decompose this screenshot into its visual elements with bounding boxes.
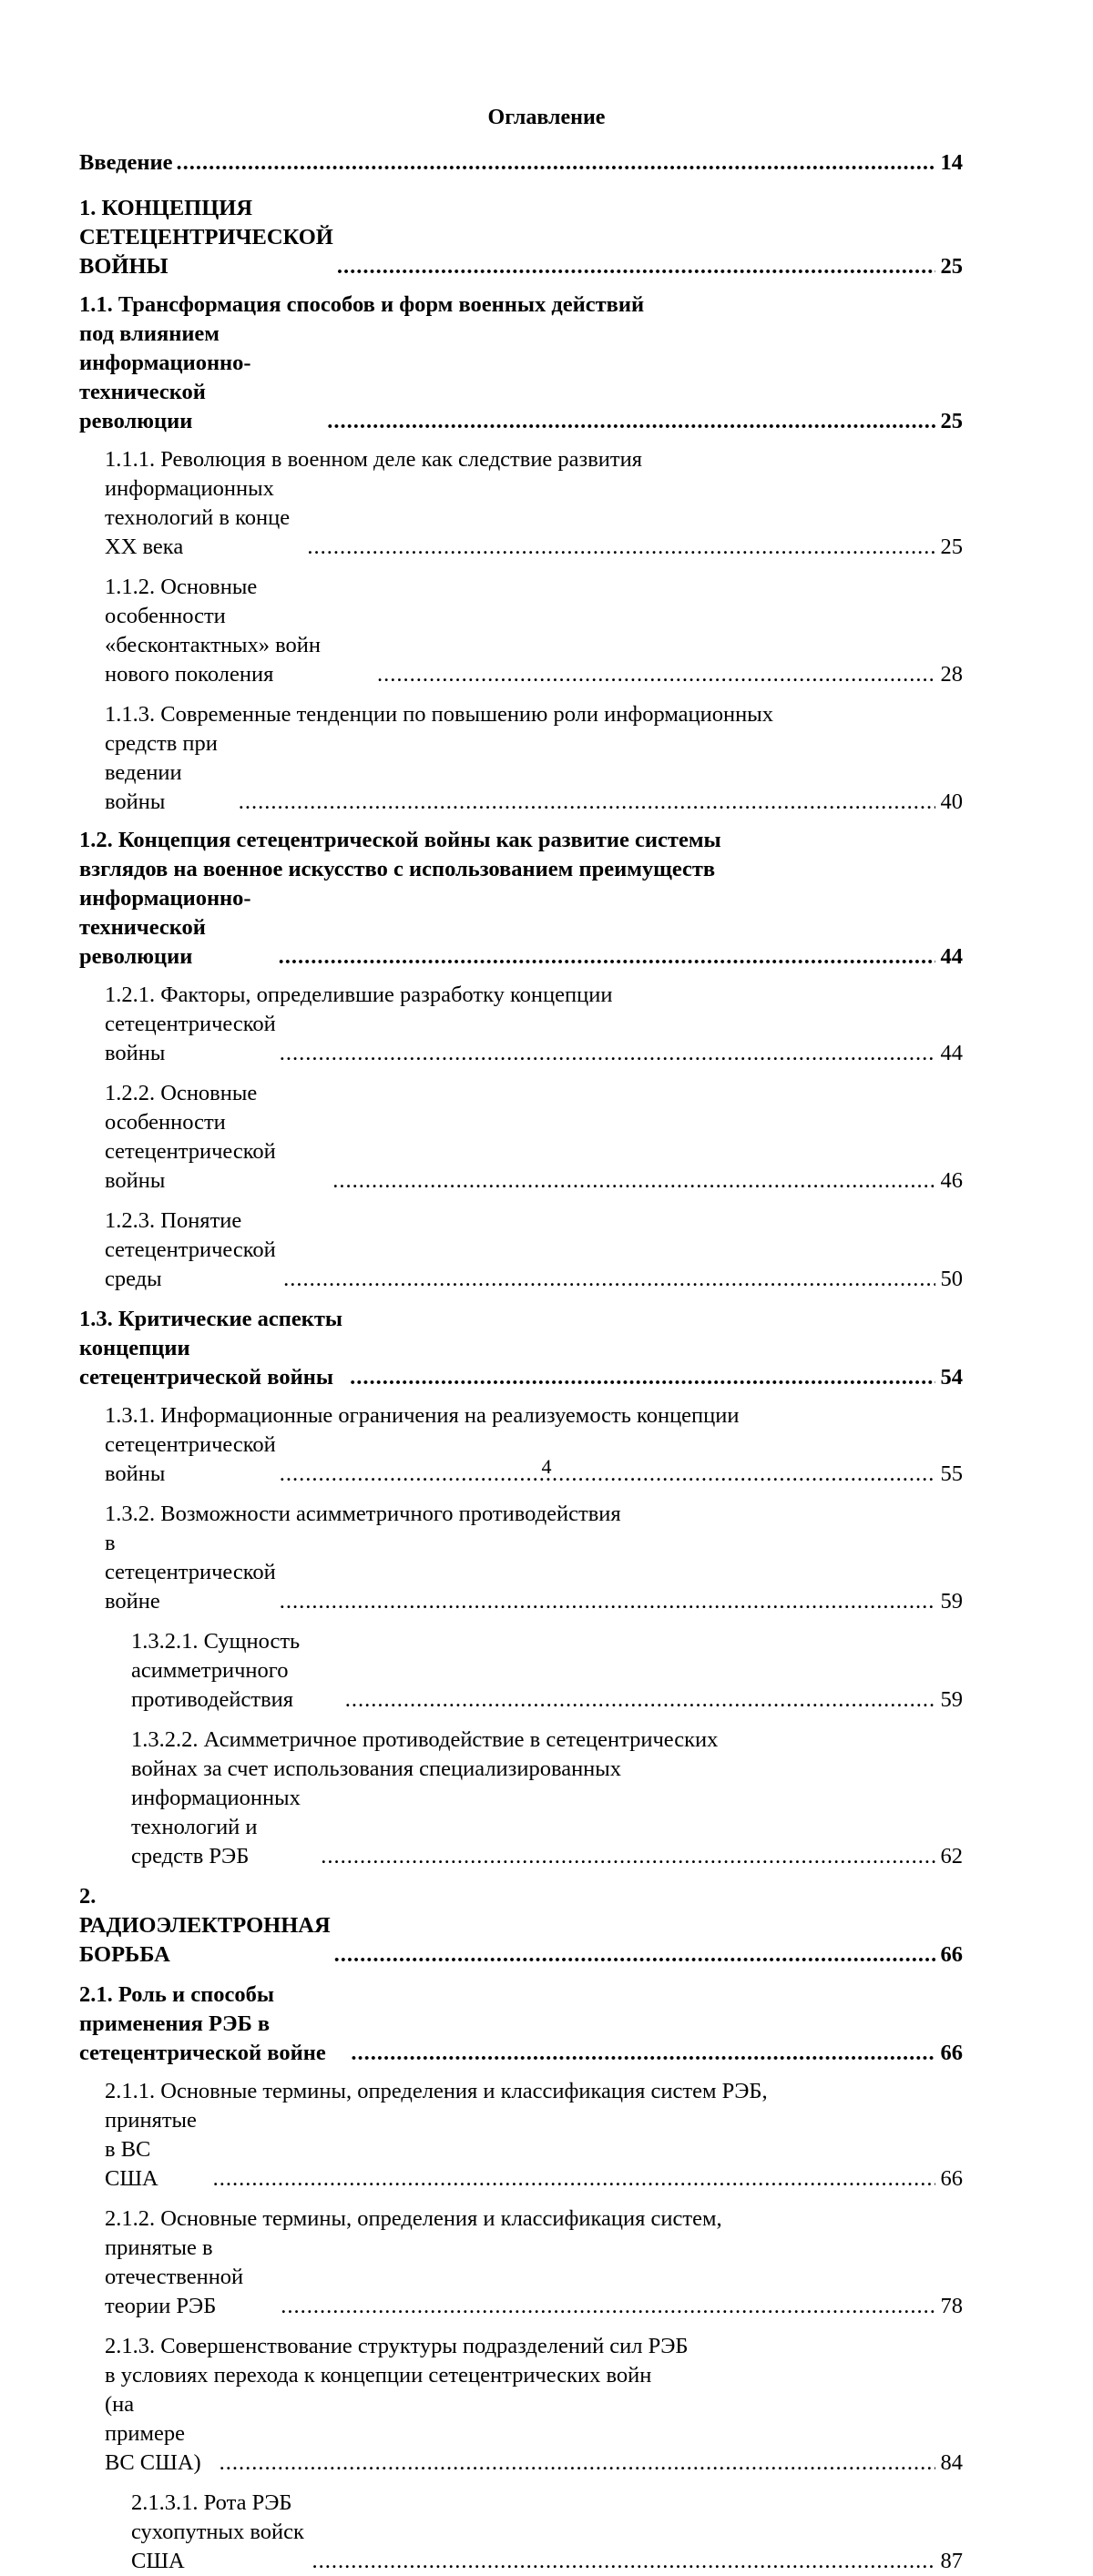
toc-page-number: 84 [939,2449,963,2478]
toc-entry-chapter-1[interactable] [79,194,963,281]
toc-entry-title: 1. КОНЦЕПЦИЯ СЕТЕЦЕНТРИЧЕСКОЙ ВОЙНЫ ..... 25 [79,194,963,281]
toc-entry-1-3-2[interactable] [79,1500,963,1616]
leader-dots [350,1363,935,1392]
toc-entry-title: 1.2. Концепция сетецентрической войны как развитие системы взглядов на военное искусство с использованием преимуществ информационно-технической революции ..... 44 [79,826,963,972]
leader-dots [377,660,935,689]
toc-entry-title: Введение ..... 14 [79,148,963,178]
leader-dots [307,533,935,562]
toc-page-number: 66 [939,2039,963,2068]
toc-entry-title: 1.3.2.2. Асимметричное противодействие в сетецентрических войнах за счет использования специализированных информационных технологий и средств РЭБ ..... 62 [131,1726,963,1871]
toc-page-number: 44 [939,942,963,972]
toc-entry-1-1-2[interactable] [79,573,963,689]
page-number: 4 [0,1455,1093,1479]
leader-dots [312,2547,935,2576]
toc-entry-title: 2. РАДИОЭЛЕКТРОННАЯ БОРЬБА ..... 66 [79,1882,963,1970]
toc-entry-title: 2.1.1. Основные термины, определения и классификация систем РЭБ, принятые в ВС США ..... 66 [105,2077,963,2194]
toc-entry-2-1-2[interactable] [79,2204,963,2321]
toc-page-number: 66 [939,1940,963,1970]
leader-dots [239,788,935,817]
toc-entry-2-1-3-1[interactable] [79,2489,963,2576]
toc-page-number: 87 [939,2547,963,2576]
toc-page-number: 14 [939,148,963,178]
toc-entry-2-1-3[interactable] [79,2332,963,2478]
toc-entry-title: 1.1. Трансформация способов и форм военных действий под влиянием информационно-технической революции ..... 25 [79,290,963,436]
toc-page-number: 28 [939,660,963,689]
leader-dots [279,942,935,972]
toc-entry-1-2[interactable] [79,826,963,972]
table-of-contents [79,148,963,2576]
toc-page-number: 59 [939,1587,963,1616]
leader-dots [327,407,935,436]
toc-entry-1-2-3[interactable] [79,1207,963,1294]
toc-page-number: 25 [939,407,963,436]
toc-entry-intro[interactable] [79,148,963,178]
toc-entry-1-3-2-2[interactable] [79,1726,963,1871]
toc-page-number: 54 [939,1363,963,1392]
toc-entry-title: 1.3.2. Возможности асимметричного противодействия в сетецентрической войне ..... 59 [105,1500,963,1616]
leader-dots [280,1587,935,1616]
leader-dots [351,2039,935,2068]
leader-dots [283,1265,935,1294]
toc-entry-1-2-1[interactable] [79,981,963,1068]
toc-page-number: 78 [939,2292,963,2321]
toc-entry-title: 1.1.3. Современные тенденции по повышению роли информационных средств при ведении войны ..... 40 [105,700,963,817]
toc-entry-1-1[interactable] [79,290,963,436]
toc-entry-chapter-2[interactable] [79,1882,963,1970]
leader-dots [213,2164,935,2194]
leader-dots [177,148,936,178]
leader-dots [220,2449,935,2478]
toc-entry-1-3[interactable] [79,1305,963,1392]
toc-page-number: 59 [939,1685,963,1715]
leader-dots [345,1685,935,1715]
toc-entry-title: 1.1.1. Революция в военном деле как следствие развития информационных технологий в конце XX века ..... 25 [105,445,963,562]
toc-entry-2-1-1[interactable] [79,2077,963,2194]
leader-dots [332,1166,935,1196]
toc-entry-title: 2.1. Роль и способы применения РЭБ в сетецентрической войне ..... 66 [79,1980,963,2068]
toc-page-number: 55 [939,1460,963,1489]
toc-page-number: 25 [939,533,963,562]
toc-heading: Оглавление [0,106,1093,130]
toc-page-number: 40 [939,788,963,817]
toc-entry-1-1-3[interactable] [79,700,963,817]
toc-entry-title: 1.3.2.1. Сущность асимметричного противодействия ..... 59 [131,1627,963,1715]
toc-entry-2-1[interactable] [79,1980,963,2068]
toc-entry-title: 2.1.3.1. Рота РЭБ сухопутных войск США ..... 87 [131,2489,963,2576]
toc-page-number: 66 [939,2164,963,2194]
leader-dots [334,1940,935,1970]
toc-entry-title: 1.2.1. Факторы, определившие разработку концепции сетецентрической войны ..... 44 [105,981,963,1068]
toc-entry-1-2-2[interactable] [79,1079,963,1196]
toc-entry-title: 2.1.2. Основные термины, определения и классификация систем, принятые в отечественной теории РЭБ ..... 78 [105,2204,963,2321]
toc-page-number: 62 [939,1842,963,1871]
leader-dots [337,252,935,281]
leader-dots [321,1842,935,1871]
toc-page-number: 44 [939,1039,963,1068]
toc-entry-title: 1.3. Критические аспекты концепции сетецентрической войны ..... 54 [79,1305,963,1392]
toc-entry-title: 1.1.2. Основные особенности «бесконтактных» войн нового поколения ..... 28 [105,573,963,689]
leader-dots [281,2292,935,2321]
toc-page-number: 46 [939,1166,963,1196]
toc-entry-1-1-1[interactable] [79,445,963,562]
toc-entry-title: 1.2.3. Понятие сетецентрической среды ..... 50 [105,1207,963,1294]
toc-page-number: 25 [939,252,963,281]
leader-dots [280,1039,935,1068]
toc-entry-title: 1.2.2. Основные особенности сетецентрической войны ..... 46 [105,1079,963,1196]
toc-page-number: 50 [939,1265,963,1294]
toc-entry-1-3-2-1[interactable] [79,1627,963,1715]
toc-entry-title: 2.1.3. Совершенствование структуры подразделений сил РЭБ в условиях перехода к концепции сетецентрических войн (на примере ВС США) ..... 84 [105,2332,963,2478]
toc-entry-title: 1.3.1. Информационные ограничения на реализуемость концепции сетецентрической войны ..... 55 [105,1401,963,1489]
